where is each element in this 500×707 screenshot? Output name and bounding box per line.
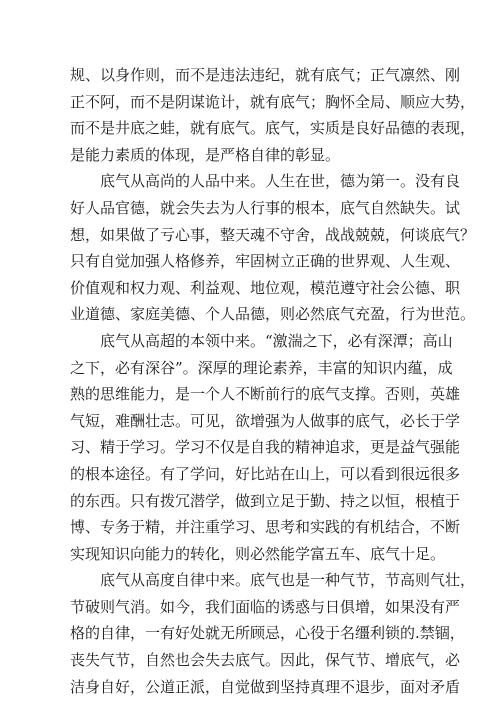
body-text — [70, 62, 476, 700]
text-line: 气短，难酬壮志。可见，欲增强为人做事的底气，必长于学 — [70, 411, 461, 430]
text-line: 丧失气节，自然也会失去底气。因此，保气节、增底气，必 — [70, 651, 461, 670]
paragraph-start-line: 底气从高度自律中来。底气也是一种气节，节高则气壮， — [100, 571, 476, 590]
text-line: 的根本途径。有了学问，好比站在山上，可以看到很远很多 — [70, 464, 461, 483]
text-line: 节破则气消。如今，我们面临的诱惑与日俱增，如果没有严 — [70, 597, 461, 616]
text-line: 规、以身作则，而不是违法违纪，就有底气；正气凛然、刚 — [70, 66, 461, 84]
text-line: 博、专务于精，并注重学习、思考和实践的有机结合，不断 — [70, 518, 461, 537]
paragraph-start-line: 底气从高超的本领中来。“激湍之下，必有深潭；高山 — [100, 331, 453, 350]
paragraph-start-line: 底气从高尚的人品中来。人生在世，德为第一。没有良 — [100, 172, 461, 191]
text-line: 正不阿，而不是阴谋诡计，就有底气；胸怀全局、顺应大势， — [70, 92, 476, 111]
text-line: 而不是井底之蛙，就有底气。底气，实质是良好品德的表现， — [70, 119, 476, 138]
text-line: 习、精于学习。学习不仅是自我的精神追求，更是益气强能 — [70, 438, 461, 457]
text-line: 只有自觉加强人格修养，牢固树立正确的世界观、人生观、 — [70, 252, 461, 271]
text-line: 是能力素质的体现，是严格自律的彰显。 — [70, 145, 341, 164]
text-line: 业道德、家庭美德、个人品德，则必然底气充盈，行为世范。 — [70, 305, 476, 324]
text-line: 的东西。只有拨冗潜学，做到立足于勤、持之以恒，根植于 — [70, 491, 461, 510]
text-line: 格的自律，一有好处就无所顾忌，心役于名缰利锁的.禁锢， — [70, 624, 465, 643]
text-line: 价值观和权力观、利益观、地位观，模范遵守社会公德、职 — [70, 278, 461, 297]
text-line: 洁身自好，公道正派，自觉做到坚持真理不退步，面对矛盾 — [70, 677, 461, 696]
text-line: 熟的思维能力，是一个人不断前行的底气支撑。否则，英雄 — [70, 385, 461, 404]
text-line: 想，如果做了亏心事，整天魂不守舍，战战兢兢，何谈底气？ — [70, 225, 476, 244]
text-line: 之下，必有深谷”。深厚的理论素养，丰富的知识内蕴，成 — [70, 358, 453, 377]
text-line: 好人品官德，就会失去为人行事的根本，底气自然缺失。试 — [70, 198, 461, 217]
text-line: 实现知识向能力的转化，则必然能学富五车、底气十足。 — [70, 544, 446, 563]
